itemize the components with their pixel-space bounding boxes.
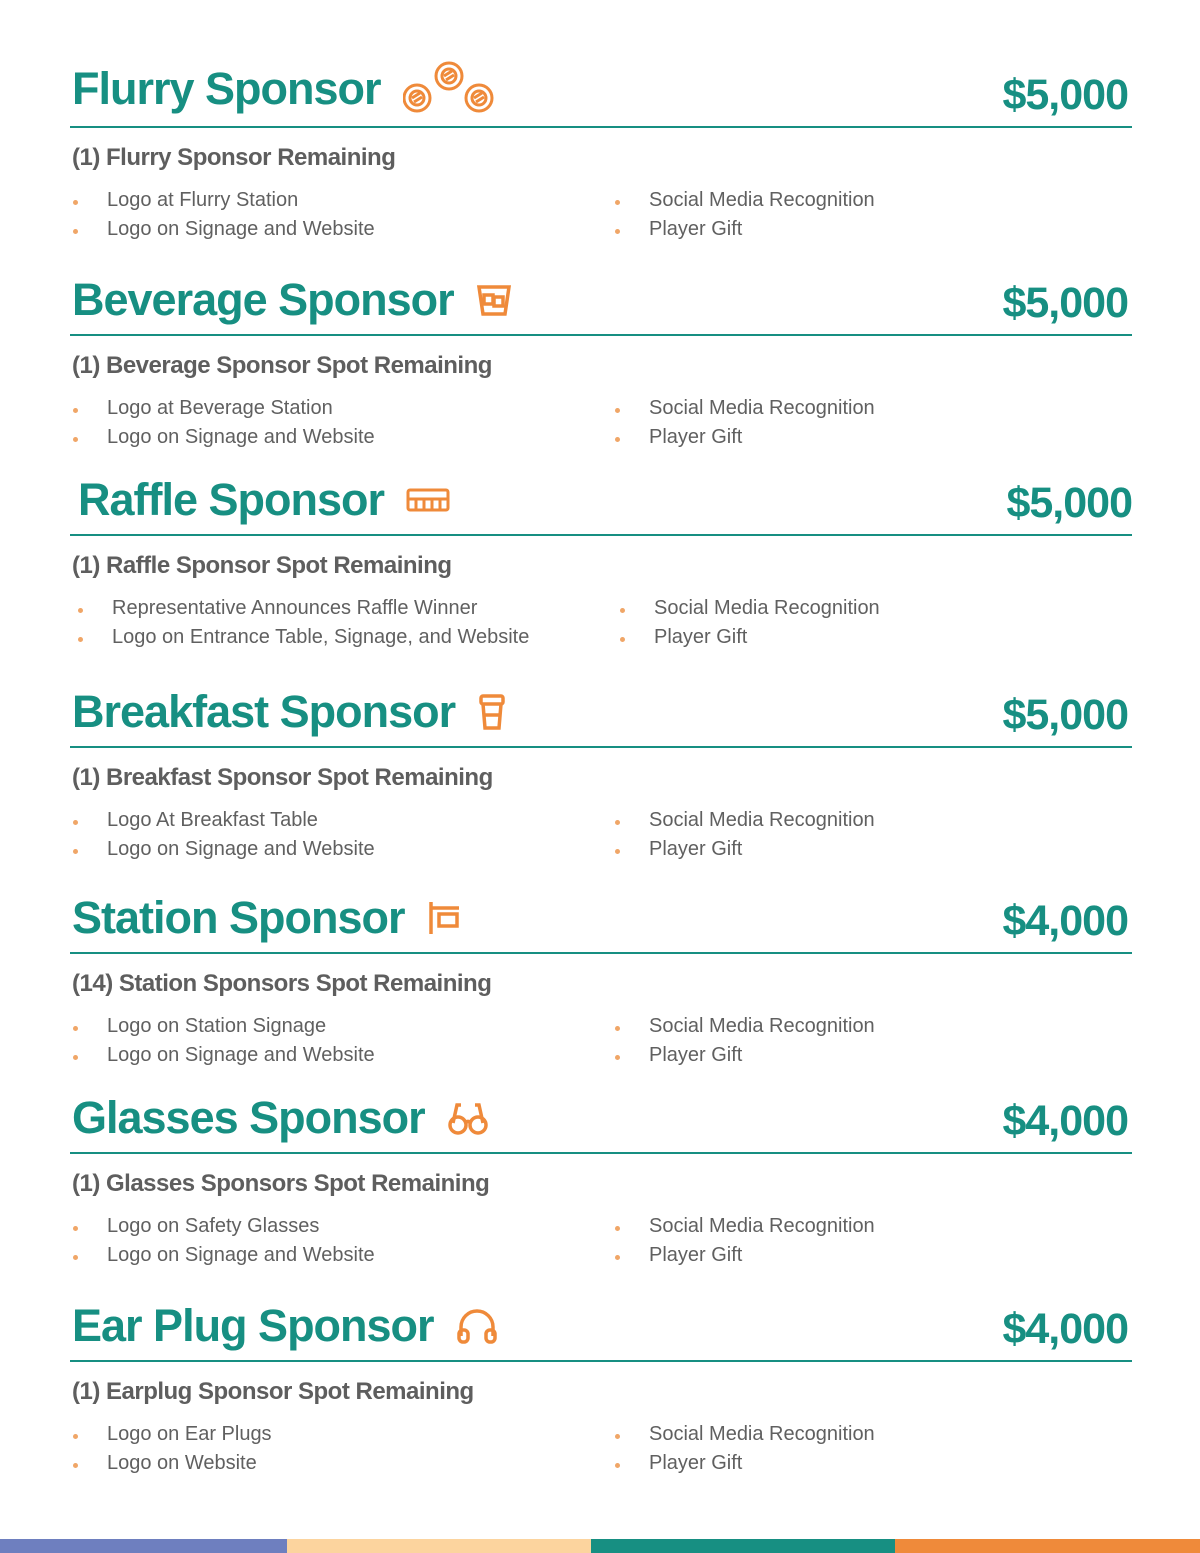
footer-bar-orange bbox=[895, 1539, 1200, 1553]
benefits bbox=[75, 594, 1132, 658]
benefit-item: Logo on Safety Glasses bbox=[70, 1212, 375, 1241]
sponsor-section-ear-plug bbox=[70, 1288, 1132, 1484]
sponsor-section-station bbox=[70, 880, 1132, 1076]
raffle-ticket-icon bbox=[406, 486, 450, 514]
footer-bar-peach bbox=[287, 1539, 591, 1553]
sponsor-header bbox=[70, 54, 1132, 128]
benefit-item: Logo on Website bbox=[70, 1449, 272, 1478]
benefit-item: Logo at Flurry Station bbox=[70, 186, 375, 215]
sponsor-title-text: Station Sponsor bbox=[72, 892, 405, 943]
sponsor-section-raffle bbox=[70, 462, 1132, 658]
benefits bbox=[70, 186, 1132, 250]
benefit-item: Social Media Recognition bbox=[612, 1212, 875, 1241]
sponsor-price: $5,000 bbox=[1002, 71, 1128, 119]
headphones-icon bbox=[456, 1308, 498, 1344]
sponsor-price: $4,000 bbox=[1002, 897, 1128, 945]
sponsor-title bbox=[72, 1300, 498, 1352]
benefits-right bbox=[612, 806, 875, 864]
sponsor-title-text: Breakfast Sponsor bbox=[72, 686, 456, 737]
benefit-item: Logo on Entrance Table, Signage, and Website bbox=[75, 623, 529, 652]
benefit-item: Social Media Recognition bbox=[612, 1012, 875, 1041]
sponsor-section-glasses bbox=[70, 1080, 1132, 1276]
spots-remaining: (1) Flurry Sponsor Remaining bbox=[72, 144, 396, 171]
spots-remaining: (1) Beverage Sponsor Spot Remaining bbox=[72, 352, 492, 379]
sponsor-price: $5,000 bbox=[1006, 479, 1132, 527]
sponsor-section-breakfast bbox=[70, 674, 1132, 870]
benefit-item: Logo on Signage and Website bbox=[70, 1041, 375, 1070]
benefit-item: Logo on Signage and Website bbox=[70, 423, 375, 452]
footer-bar-blue bbox=[0, 1539, 287, 1553]
benefit-item: Player Gift bbox=[617, 623, 880, 652]
sponsor-title bbox=[72, 1092, 489, 1144]
benefit-item: Player Gift bbox=[612, 835, 875, 864]
benefits-right bbox=[612, 394, 875, 452]
benefits bbox=[70, 1012, 1132, 1076]
benefits-left bbox=[70, 1012, 375, 1070]
sponsor-header bbox=[70, 462, 1132, 536]
benefit-item: Player Gift bbox=[612, 1449, 875, 1478]
benefits-right bbox=[617, 594, 880, 652]
benefits-right bbox=[612, 186, 875, 244]
benefit-item: Player Gift bbox=[612, 1041, 875, 1070]
benefits-right bbox=[612, 1012, 875, 1070]
sponsor-title bbox=[72, 274, 512, 326]
sponsor-section-flurry bbox=[70, 54, 1132, 250]
sponsor-title bbox=[72, 892, 461, 944]
benefit-item: Player Gift bbox=[612, 215, 875, 244]
benefits-left bbox=[75, 594, 529, 652]
benefits bbox=[70, 1420, 1132, 1484]
sponsor-price: $5,000 bbox=[1002, 279, 1128, 327]
sponsor-header bbox=[70, 1288, 1132, 1362]
sponsor-title-text: Beverage Sponsor bbox=[72, 274, 454, 325]
spots-remaining: (1) Glasses Sponsors Spot Remaining bbox=[72, 1170, 490, 1197]
sponsor-title-text: Ear Plug Sponsor bbox=[72, 1300, 434, 1351]
benefit-item: Logo at Beverage Station bbox=[70, 394, 375, 423]
sign-post-icon bbox=[427, 900, 461, 936]
spots-remaining: (14) Station Sponsors Spot Remaining bbox=[72, 970, 492, 997]
benefit-item: Logo on Station Signage bbox=[70, 1012, 375, 1041]
flurry-cups-icon bbox=[403, 60, 495, 118]
sponsor-header bbox=[70, 880, 1132, 954]
benefit-item: Representative Announces Raffle Winner bbox=[75, 594, 529, 623]
benefit-item: Logo on Signage and Website bbox=[70, 215, 375, 244]
sponsor-header bbox=[70, 674, 1132, 748]
sponsor-header bbox=[70, 262, 1132, 336]
sponsor-title bbox=[78, 474, 450, 526]
benefit-item: Social Media Recognition bbox=[612, 394, 875, 423]
sponsor-title bbox=[72, 686, 507, 738]
glasses-icon bbox=[447, 1101, 489, 1135]
benefits-left bbox=[70, 394, 375, 452]
benefits-right bbox=[612, 1420, 875, 1478]
sponsor-title-text: Raffle Sponsor bbox=[78, 474, 385, 525]
benefits-right bbox=[612, 1212, 875, 1270]
benefits bbox=[70, 394, 1132, 458]
benefits bbox=[70, 806, 1132, 870]
benefit-item: Logo on Signage and Website bbox=[70, 1241, 375, 1270]
benefit-item: Social Media Recognition bbox=[612, 186, 875, 215]
benefit-item: Social Media Recognition bbox=[612, 1420, 875, 1449]
spots-remaining: (1) Breakfast Sponsor Spot Remaining bbox=[72, 764, 493, 791]
coffee-cup-icon bbox=[477, 693, 507, 731]
benefit-item: Logo on Ear Plugs bbox=[70, 1420, 272, 1449]
benefit-item: Logo on Signage and Website bbox=[70, 835, 375, 864]
sponsor-section-beverage bbox=[70, 262, 1132, 458]
sponsor-title-text: Flurry Sponsor bbox=[72, 63, 381, 114]
benefit-item: Player Gift bbox=[612, 423, 875, 452]
beverage-cup-icon bbox=[476, 283, 512, 317]
sponsor-title bbox=[72, 60, 495, 118]
sponsor-price: $5,000 bbox=[1002, 691, 1128, 739]
sponsor-price: $4,000 bbox=[1002, 1305, 1128, 1353]
benefit-item: Social Media Recognition bbox=[612, 806, 875, 835]
benefits-left bbox=[70, 806, 375, 864]
benefit-item: Logo At Breakfast Table bbox=[70, 806, 375, 835]
benefit-item: Player Gift bbox=[612, 1241, 875, 1270]
spots-remaining: (1) Raffle Sponsor Spot Remaining bbox=[72, 552, 452, 579]
footer-bar-teal bbox=[591, 1539, 895, 1553]
sponsor-price: $4,000 bbox=[1002, 1097, 1128, 1145]
sponsor-header bbox=[70, 1080, 1132, 1154]
benefits-left bbox=[70, 1212, 375, 1270]
benefits-left bbox=[70, 1420, 272, 1478]
benefit-item: Social Media Recognition bbox=[617, 594, 880, 623]
benefits-left bbox=[70, 186, 375, 244]
sponsor-title-text: Glasses Sponsor bbox=[72, 1092, 425, 1143]
benefits bbox=[70, 1212, 1132, 1276]
spots-remaining: (1) Earplug Sponsor Spot Remaining bbox=[72, 1378, 474, 1405]
